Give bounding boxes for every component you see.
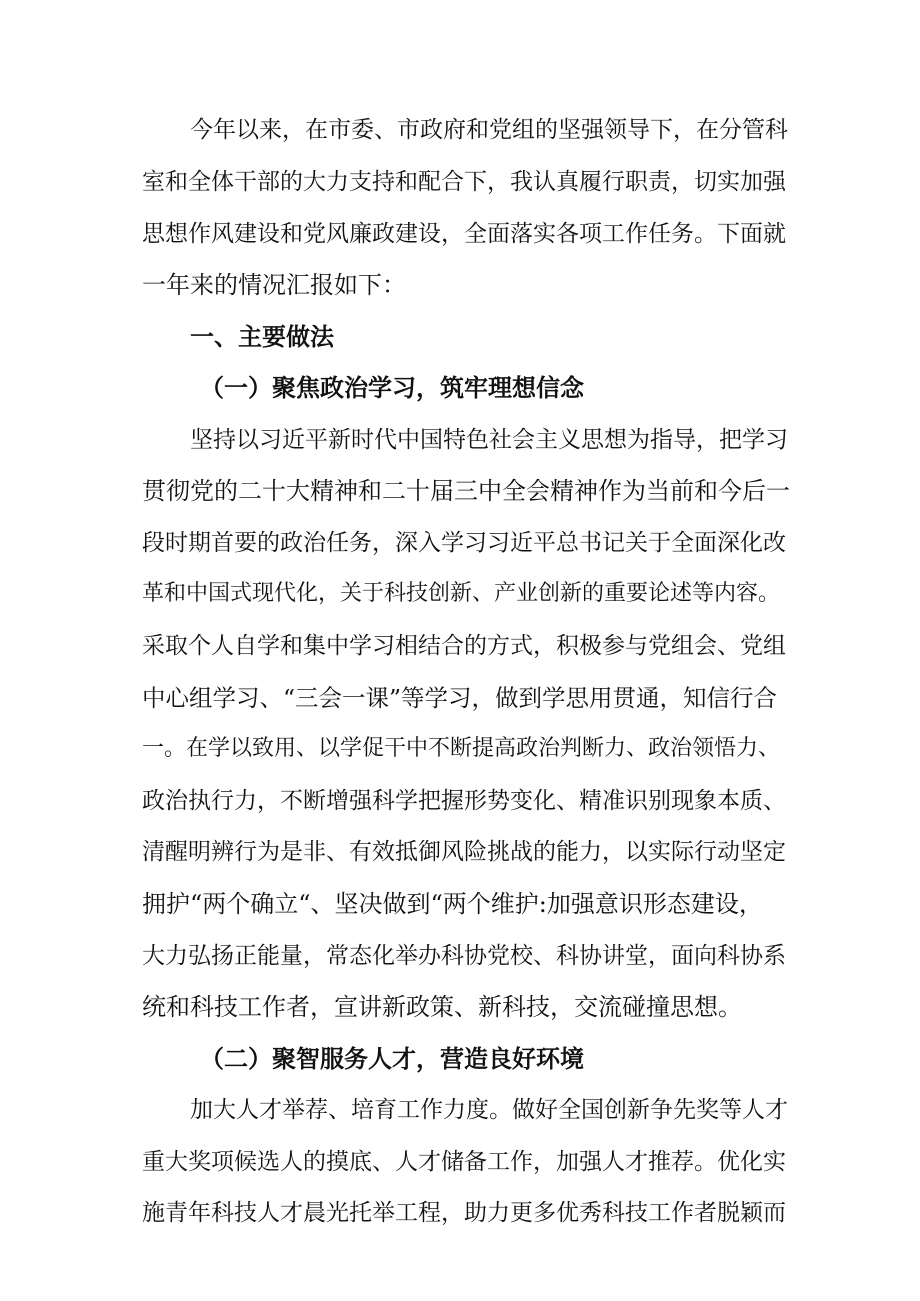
sub1-line-8: 政治执行力，不断增强科学把握形势变化、精准识别现象本质、 [142,788,786,814]
sub1-line-7: 一。在学以致用、以学促干中不断提高政治判断力、政治领悟力、 [142,736,781,761]
sub1-line-6: 中心组学习、“三会一课”等学习，做到学思用贯通，知信行合 [142,684,778,712]
sub1-line-1: 坚持以习近平新时代中国特色社会主义思想为指导，把学习 [190,427,788,453]
intro-line-2: 室和全体干部的大力支持和配合下，我认真履行职责，切实加强 [142,169,786,195]
sub1-line-5: 采取个人自学和集中学习相结合的方式，积极参与党组会、党组 [142,633,786,659]
intro-line-4: 一年来的情况汇报如下： [142,271,406,299]
sub1-line-2: 贯彻党的二十大精神和二十届三中全会精神作为当前和今后一 [142,477,790,505]
sub1-line-4: 革和中国式现代化，关于科技创新、产业创新的重要论述等内容。 [142,581,781,606]
sub1-line-3: 段时期首要的政治任务，深入学习习近平总书记关于全面深化改 [142,530,786,556]
intro-line-1: 今年以来，在市委、市政府和党组的坚强领导下，在分管科 [190,117,788,143]
sub2-line-1: 加大人才举荐、培育工作力度。做好全国创新争先奖等人才 [190,1097,788,1123]
sub2-line-3: 施青年科技人才晨光托举工程，助力更多优秀科技工作者脱颖而 [142,1200,786,1226]
subsection-2-title: （二）聚智服务人才，营造良好环境 [200,1044,584,1073]
sub1-line-11: 大力弘扬正能量，常态化举办科协党校、科协讲堂，面向科协系 [142,943,786,969]
sub2-line-2: 重大奖项候选人的摸底、人才储备工作，加强人才推荐。优化实 [142,1149,786,1175]
sub1-line-10: 拥护“两个确立“、坚决做到“两个维护:加强意识形态建设， [142,890,763,918]
intro-line-3: 思想作风建设和党风廉政建设，全面落实各项工作任务。下面就 [142,221,786,247]
subsection-1-title: （一）聚焦政治学习，筑牢理想信念 [200,373,584,402]
sub1-line-9: 清醒明辨行为是非、有效抵御风险挑战的能力，以实际行动坚定 [142,839,786,865]
sub1-line-12: 统和科技工作者，宣讲新政策、新科技，交流碰撞思想。 [142,993,742,1021]
section-1-title: 一、主要做法 [190,322,334,351]
